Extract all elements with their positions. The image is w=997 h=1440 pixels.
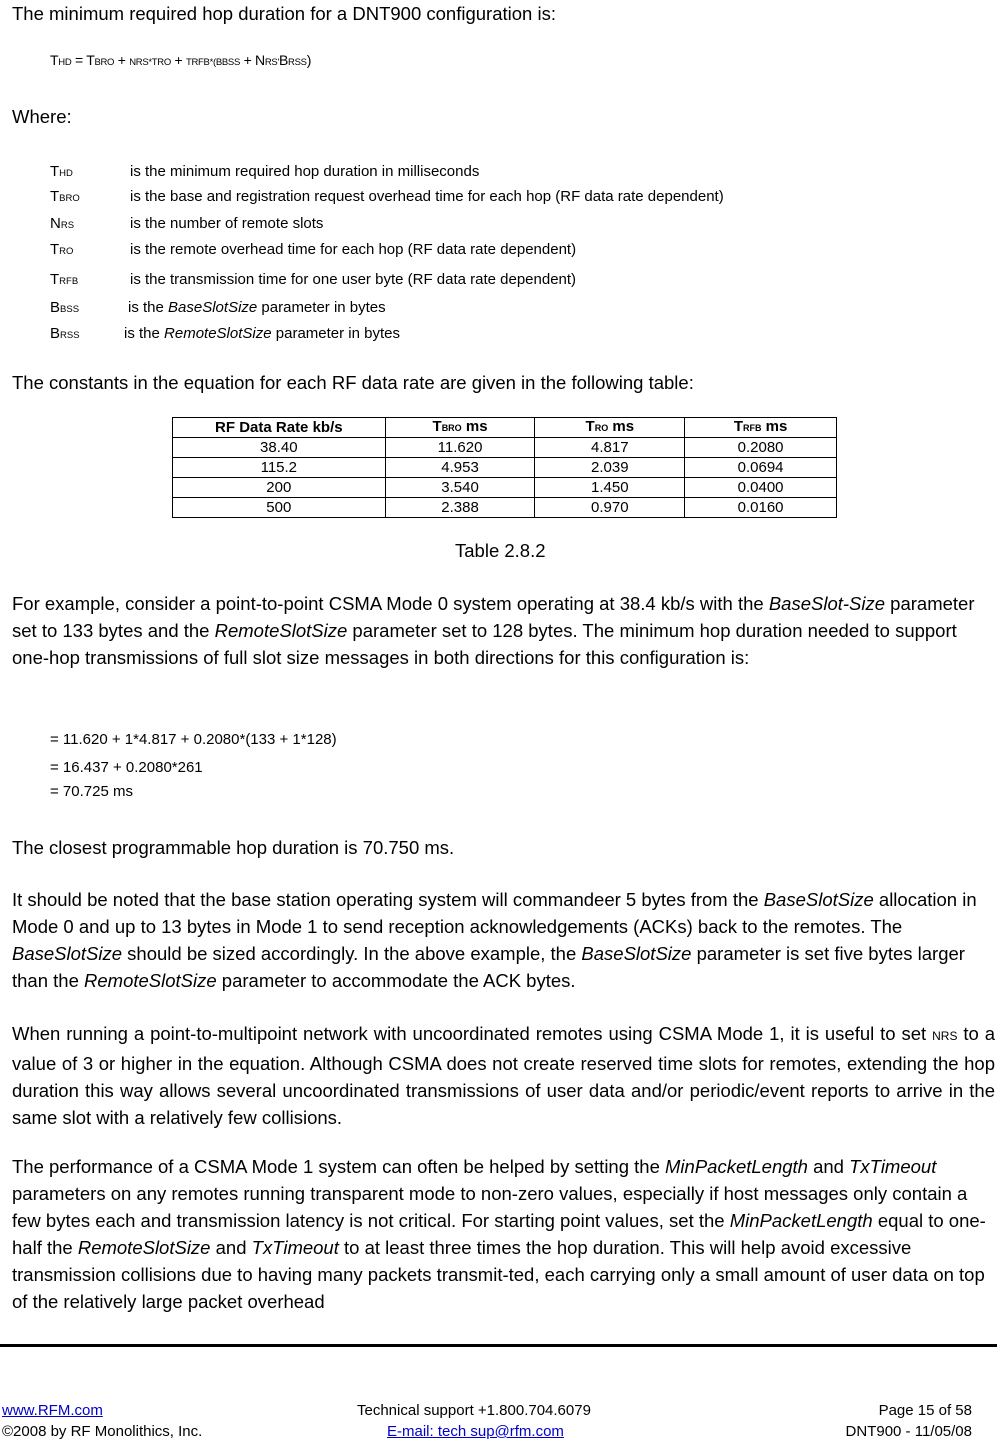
column-header: TBRO ms <box>385 418 535 438</box>
definition-text: is the base and registration request overhead time for each hop (RF data rate dependent) <box>130 188 724 205</box>
table-cell: 3.540 <box>385 478 535 498</box>
definition-symbol: BRSS <box>50 325 80 342</box>
doc-id: DNT900 - 11/05/08 <box>845 1423 972 1440</box>
table-cell: 38.40 <box>173 438 386 458</box>
definition-text: is the BaseSlotSize parameter in bytes <box>128 299 386 316</box>
example-paragraph: For example, consider a point-to-point CSMA Mode 0 system operating at 38.4 kb/s with the BaseSlot-Size parameter set to 133 bytes and the RemoteSlotSize parameter set to 128 bytes. The minimum hop duration needed to support one-hop transmissions of full slot size messages in both directions for this configuration is: <box>12 593 975 668</box>
definition-text: is the remote overhead time for each hop (RF data rate dependent) <box>130 241 577 258</box>
table-row <box>173 458 837 478</box>
hop-duration-formula: THD = TBRO + NRS*TRO + TRFB*(BBSS + NRS'BRSS) <box>50 52 312 68</box>
definition-symbol: TRO <box>50 241 74 258</box>
table-cell: 115.2 <box>173 458 386 478</box>
calc-line: = 11.620 + 1*4.817 + 0.2080*(133 + 1*128) <box>50 731 337 748</box>
multipoint-paragraph: When running a point-to-multipoint network with uncoordinated remotes using CSMA Mode 1, it is useful to set NRS to a value of 3 or higher in the equation. Although CSMA does not create reserved time slots for remotes, extending the hop duration this way allows several uncoordinated transmissions of user data and/or periodic/event reports to arrive in the same slot with a relatively few collisions. <box>12 1023 995 1128</box>
definition-symbol: THD <box>50 163 73 180</box>
table-cell: 0.970 <box>535 498 685 518</box>
footer-rule <box>0 1344 997 1347</box>
table-cell: 0.2080 <box>685 438 837 458</box>
table-cell: 4.953 <box>385 458 535 478</box>
table-cell: 0.0400 <box>685 478 837 498</box>
page-number: Page 15 of 58 <box>878 1402 972 1419</box>
website-link[interactable]: www.RFM.com <box>2 1402 103 1419</box>
definition-symbol: NRS <box>50 215 75 232</box>
definition-text: is the transmission time for one user byte (RF data rate dependent) <box>130 271 577 288</box>
table-cell: 0.0694 <box>685 458 837 478</box>
table-caption: Table 2.8.2 <box>455 540 546 561</box>
ack-paragraph: It should be noted that the base station operating system will commandeer 5 bytes from the BaseSlotSize allocation in Mode 0 and up to 13 bytes in Mode 1 to send reception acknowledgements (ACKs) back to the remotes. The BaseSlotSize should be sized accordingly. In the above example, the BaseSlotSize parameter is set five bytes larger than the RemoteSlotSize parameter to accommodate the ACK bytes. <box>12 889 977 991</box>
definition-symbol: TBRO <box>50 188 80 205</box>
table-cell: 500 <box>173 498 386 518</box>
table-intro: The constants in the equation for each RF data rate are given in the following table: <box>12 372 694 393</box>
where-label: Where: <box>12 106 72 127</box>
rf-constants-table <box>172 417 837 518</box>
email-link[interactable]: E-mail: tech sup@rfm.com <box>387 1423 564 1440</box>
table-cell: 2.388 <box>385 498 535 518</box>
table-row <box>173 438 837 458</box>
calc-line: = 70.725 ms <box>50 783 133 800</box>
table-header-row <box>173 418 837 438</box>
table-cell: 2.039 <box>535 458 685 478</box>
column-header: TRO ms <box>535 418 685 438</box>
column-header: TRFB ms <box>685 418 837 438</box>
performance-paragraph: The performance of a CSMA Mode 1 system can often be helped by setting the MinPacketLength and TxTimeout parameters on any remotes running transparent mode to non-zero values, especially if host messages only contain a few bytes each and transmission latency is not critical. For starting point values, set the MinPacketLength equal to one-half the RemoteSlotSize and TxTimeout to at least three times the hop duration. This will help avoid excessive transmission collisions due to having many packets transmit-ted, each carrying only a small amount of user data on top of the relatively large packet overhead <box>12 1156 986 1312</box>
table-cell: 4.817 <box>535 438 685 458</box>
definition-symbol: BBSS <box>50 299 80 316</box>
definition-text: is the minimum required hop duration in milliseconds <box>130 163 480 180</box>
column-header: RF Data Rate kb/s <box>173 418 386 438</box>
intro-text: The minimum required hop duration for a DNT900 configuration is: <box>12 3 556 24</box>
table-row <box>173 478 837 498</box>
table-row <box>173 498 837 518</box>
table-cell: 0.0160 <box>685 498 837 518</box>
closest-hop-text: The closest programmable hop duration is 70.750 ms. <box>12 837 455 858</box>
table-cell: 1.450 <box>535 478 685 498</box>
table-cell: 200 <box>173 478 386 498</box>
table-cell: 11.620 <box>385 438 535 458</box>
calc-line: = 16.437 + 0.2080*261 <box>50 759 203 776</box>
support-phone: Technical support +1.800.704.6079 <box>357 1402 591 1419</box>
copyright-text: ©2008 by RF Monolithics, Inc. <box>2 1423 203 1440</box>
definition-text: is the number of remote slots <box>130 215 324 232</box>
definition-text: is the RemoteSlotSize parameter in bytes <box>124 325 400 342</box>
definition-symbol: TRFB <box>50 271 79 288</box>
